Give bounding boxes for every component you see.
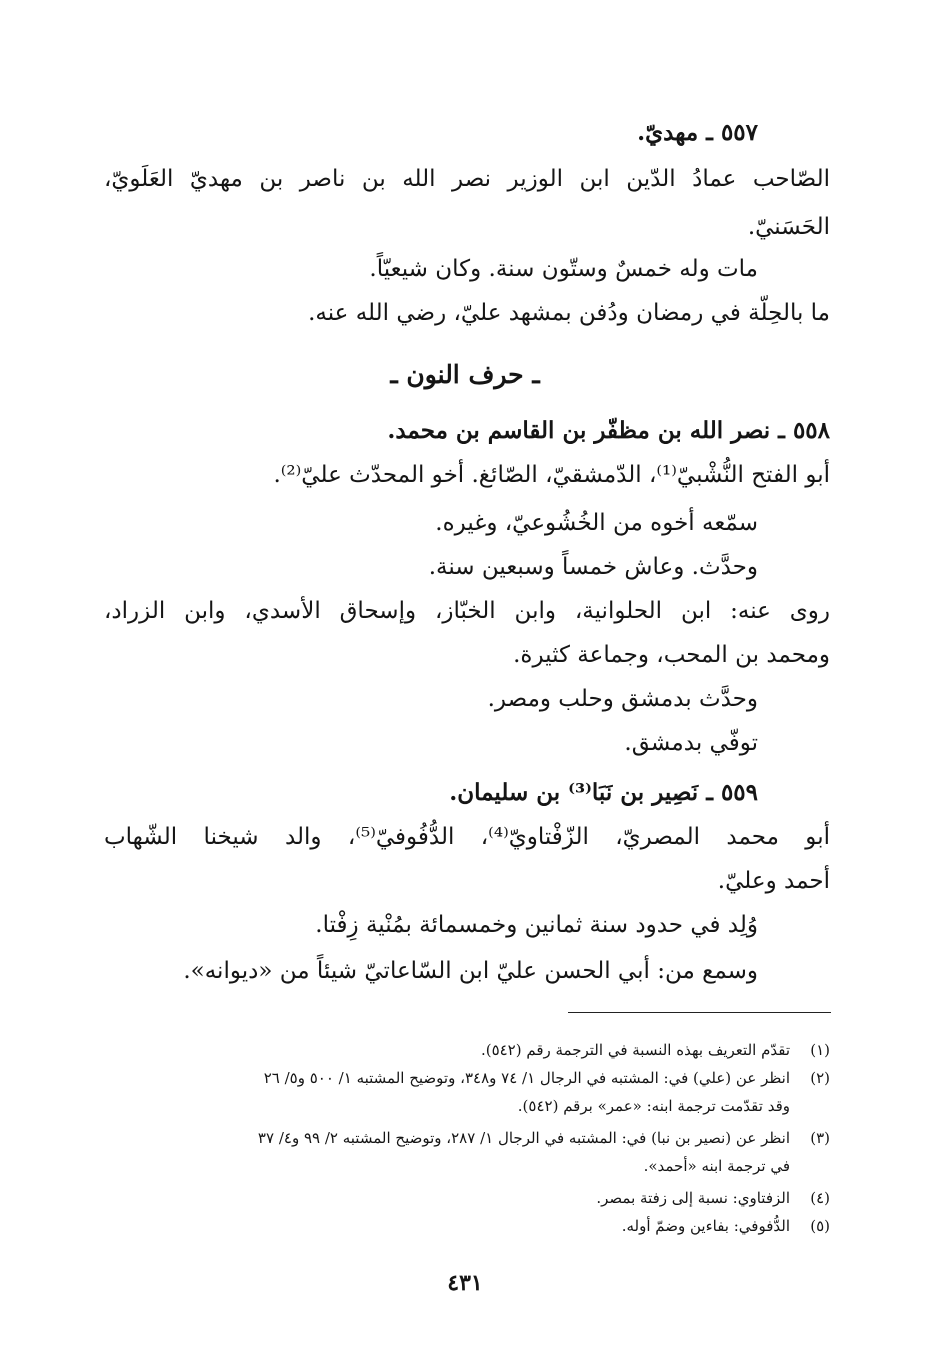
footnote-number: (١) [810, 1041, 830, 1059]
entry-558-line6: وحدَّث بدمشق وحلب ومصر. [487, 686, 758, 712]
entry-558-line3: وحدَّث. وعاش خمساً وسبعين سنة. [428, 554, 758, 580]
entry-558-line1: أبو الفتح النُّشْبيّ⁽¹⁾، الدّمشقيّ، الصّائغ. أخو المحدّث عليّ⁽²⁾. [273, 462, 830, 488]
footnote-text: في ترجمة ابنه «أحمد». [643, 1157, 790, 1175]
entry-558-line2: سمّعه أخوه من الخُشُوعيّ، وغيره. [435, 510, 758, 536]
entry-559-line4: وسمع من: أبي الحسن عليّ ابن السّاعاتيّ شيئاً من «ديوانه». [183, 958, 758, 984]
footnote-divider [568, 1012, 831, 1013]
footnote-number: (٣) [810, 1129, 830, 1147]
entry-559-heading: ٥٥٩ ـ نَصِير بن نَبَا⁽³⁾ بن سليمان. [449, 779, 758, 806]
footnote-text: وقد تقدّمت ترجمة ابنه: «عمر» برقم (٥٤٢). [517, 1097, 790, 1115]
entry-558-line7: توفّي بدمشق. [624, 730, 758, 756]
entry-559-line2: أحمد وعليّ. [717, 868, 830, 894]
section-heading: ـ حرف النون ـ [390, 360, 540, 389]
entry-557-heading: ٥٥٧ ـ مهديّ. [637, 119, 758, 146]
footnote-text: انظر عن (نصير بن نبا) في: المشتبه في الرجال ١/ ٢٨٧، وتوضيح المشتبه ٢/ ٩٩ و٤/ ٣٧ [257, 1129, 790, 1147]
entry-558-heading: ٥٥٨ ـ نصر الله بن مظفّر بن القاسم بن محمد. [387, 417, 830, 444]
entry-557-line1: الصّاحب عمادُ الدّين ابن الوزير نصر الله بن ناصر بن مهديّ العَلَويّ، [104, 166, 830, 192]
footnote-text: الدُّفوفي: بفاءين وضمّ أوله. [621, 1217, 790, 1235]
footnote-number: (٥) [810, 1217, 830, 1235]
footnote-text: الزفتاوي: نسبة إلى زفتة بمصر. [596, 1189, 790, 1207]
entry-557-line2: الحَسَنيّ. [747, 214, 830, 240]
page-number: ٤٣١ [447, 1270, 483, 1296]
entry-558-line5: ومحمد بن المحب، وجماعة كثيرة. [513, 642, 830, 668]
entry-559-line3: وُلِد في حدود سنة ثمانين وخمسمائة بمُنْية زِفْتا. [315, 912, 758, 938]
entry-559-line1: أبو محمد المصريّ، الزّفْتاويّ⁽⁴⁾، الدُّفُوفيّ⁽⁵⁾، والد شيخنا الشّهاب [104, 824, 830, 850]
entry-558-line4: روى عنه: ابن الحلوانية، وابن الخبّاز، وإسحاق الأسدي، وابن الزراد، [104, 598, 830, 624]
entry-557-line3: مات وله خمسٌ وستّون سنة. وكان شيعيّاً. [369, 256, 758, 282]
entry-557-line4: ما بالحِلّة في رمضان ودُفن بمشهد عليّ، رضي الله عنه. [308, 300, 830, 326]
footnote-number: (٤) [810, 1189, 830, 1207]
footnote-text: انظر عن (علي) في: المشتبه في الرجال ١/ ٧٤ و٣٤٨، وتوضيح المشتبه ١/ ٥٠٠ و٥/ ٢٦ [263, 1069, 790, 1087]
footnote-text: تقدّم التعريف بهذه النسبة في الترجمة رقم (٥٤٢). [480, 1041, 790, 1059]
footnote-number: (٢) [810, 1069, 830, 1087]
